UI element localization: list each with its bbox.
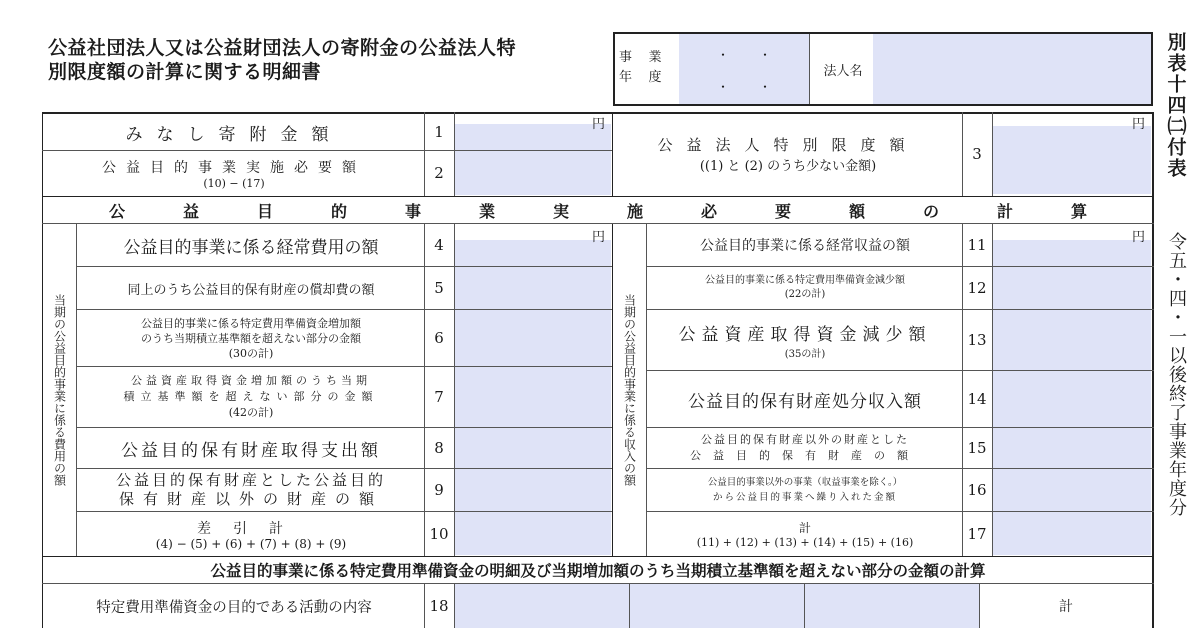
row4-yen: 円 — [592, 230, 606, 245]
row6-input[interactable] — [455, 310, 611, 366]
row16-number: 16 — [967, 481, 987, 499]
hojinmei-field[interactable] — [873, 34, 1151, 104]
date-dot-4: ・ — [759, 80, 772, 94]
row7-input[interactable] — [455, 367, 611, 427]
row9-label: 公益目的保有財産とした公益目的 保有財産以外の財産の額 — [115, 471, 386, 508]
row1-label: みなし寄附金額 — [125, 124, 343, 145]
row18-label: 特定費用準備資金の目的である活動の内容 — [96, 599, 372, 616]
row17-label: 計 (11) + (12) + (13) + (14) + (15) + (16) — [696, 521, 914, 549]
row16-label: 公益目的事業以外の事業（収益事業を除く。） から公益目的事業へ繰り入れた金額 — [707, 477, 903, 503]
row5-input[interactable] — [455, 267, 611, 309]
row14-input[interactable] — [993, 371, 1151, 427]
row3-yen: 円 — [1132, 117, 1146, 132]
row11-label: 公益目的事業に係る経常収益の額 — [700, 238, 910, 254]
row18-number: 18 — [429, 597, 449, 615]
row5-label: 同上のうち公益目的保有財産の償却費の額 — [127, 282, 375, 298]
hojinmei-label: 法人名 — [823, 64, 863, 79]
row10-label: 差引計 (4) − (5) + (6) + (7) + (8) + (9) — [155, 520, 347, 551]
row8-number: 8 — [434, 439, 444, 457]
row6-label: 公益目的事業に係る特定費用準備資金増加額 のうち当期積立基準額を超えない部分の金額 (30の計) — [141, 316, 361, 360]
row9-number: 9 — [434, 481, 444, 499]
form-title — [48, 36, 608, 84]
row2-input[interactable] — [455, 151, 611, 195]
row7-label: 公益資産取得資金増加額のうち当期 積立基準額を超えない部分の金額 (42の計) — [123, 374, 379, 419]
row1-yen: 円 — [592, 117, 606, 132]
row13-input[interactable] — [993, 310, 1151, 370]
row10-input[interactable] — [455, 512, 611, 555]
date-dot-3: ・ — [717, 80, 730, 94]
form-title-line2: 別限度額の計算に関する明細書 — [48, 61, 322, 83]
date-dot-1: ・ — [717, 48, 730, 62]
row17-input[interactable] — [993, 512, 1151, 555]
jigyo-nendo-field[interactable] — [679, 34, 809, 104]
row1-input[interactable] — [455, 124, 611, 150]
section2-header: 公益目的事業に係る特定費用準備資金の明細及び当期増加額のうち当期積立基準額を超えない部分の金額の計算 — [210, 562, 986, 580]
row2-number: 2 — [434, 164, 444, 182]
row4-label: 公益目的事業に係る経常費用の額 — [123, 237, 379, 258]
date-dot-2: ・ — [759, 48, 772, 62]
row18-total-label: 計 — [1059, 599, 1073, 615]
row13-label: 公益資産取得資金減少額 (35の計) — [678, 325, 932, 360]
row12-input[interactable] — [993, 267, 1151, 309]
row16-input[interactable] — [993, 469, 1151, 511]
row17-number: 17 — [967, 525, 987, 543]
row7-number: 7 — [434, 388, 444, 406]
row11-yen: 円 — [1132, 230, 1146, 245]
row13-number: 13 — [967, 331, 987, 349]
row4-number: 4 — [434, 236, 444, 254]
row4-input[interactable] — [455, 240, 611, 266]
row11-number: 11 — [967, 236, 987, 254]
row9-input[interactable] — [455, 469, 611, 511]
row8-label: 公益目的保有財産取得支出額 — [121, 440, 381, 461]
beppyo-label: 別表十四㈡付表 — [1164, 32, 1187, 179]
left-group-label: 当期の公益目的事業に係る費用の額 — [52, 294, 67, 486]
section1-header: 公益目的事業実施必要額の計算 — [108, 201, 1145, 221]
era-label: 令五・四・一以後終了事業年度分 — [1166, 232, 1187, 517]
row8-input[interactable] — [455, 428, 611, 468]
row1-number: 1 — [434, 123, 444, 141]
row10-number: 10 — [429, 525, 449, 543]
row11-input[interactable] — [993, 240, 1151, 266]
row12-label: 公益目的事業に係る特定費用準備資金減少額 (22の計) — [705, 275, 905, 300]
row14-label: 公益目的保有財産処分収入額 — [688, 391, 922, 412]
form-title-line1: 公益社団法人又は公益財団法人の寄附金の公益法人特 — [48, 37, 517, 59]
row3-number: 3 — [972, 145, 982, 163]
row15-number: 15 — [967, 439, 987, 457]
row2-label: 公益目的事業実施必要額 (10) − (17) — [102, 159, 366, 190]
row18-input-3[interactable] — [805, 584, 979, 628]
header-box — [613, 32, 1153, 106]
row15-input[interactable] — [993, 428, 1151, 468]
row12-number: 12 — [967, 279, 987, 297]
row3-input[interactable] — [993, 126, 1151, 194]
row15-label: 公益目的保有財産以外の財産とした 公益目的保有財産の額 — [690, 433, 920, 462]
row6-number: 6 — [434, 329, 444, 347]
row18-input-1[interactable] — [455, 584, 629, 628]
row3-label: 公益法人特別限度額 ((1) と (2) のうち少ない金額) — [657, 136, 919, 174]
jigyo-nendo-label: 事 業 年 度 — [619, 50, 662, 85]
row5-number: 5 — [434, 279, 444, 297]
right-group-label: 当期の公益目的事業に係る収入の額 — [622, 294, 637, 486]
row18-input-2[interactable] — [630, 584, 804, 628]
row14-number: 14 — [967, 390, 987, 408]
